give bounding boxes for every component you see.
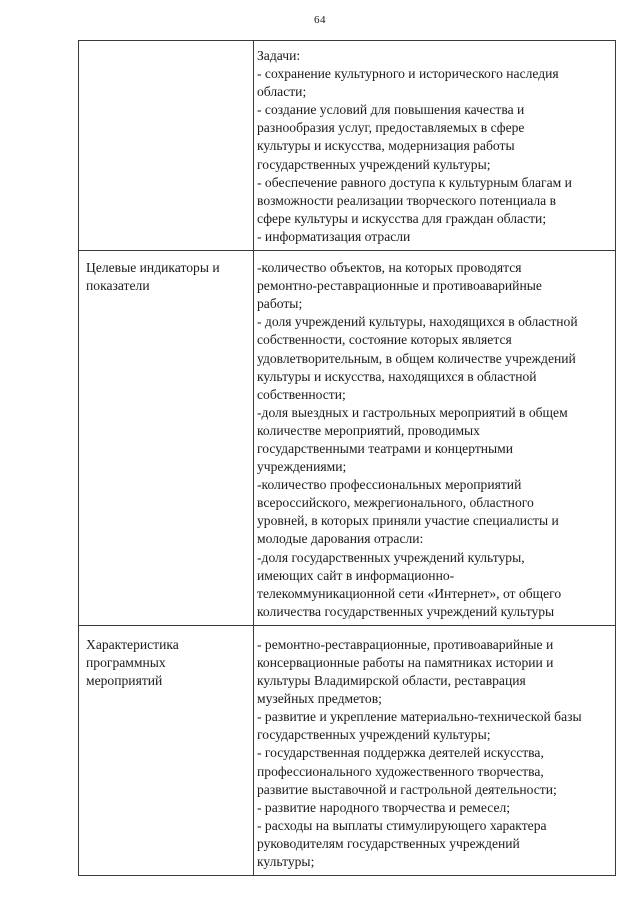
- text-line: молодые дарования отрасли:: [257, 531, 424, 547]
- text-line: развитие выставочной и гастрольной деятельности;: [257, 781, 557, 797]
- text-line: профессионального художественного творчества,: [257, 763, 544, 779]
- text-line: культуры Владимирской области, реставрация: [257, 673, 526, 689]
- text-line: - обеспечение равного доступа к культурным благам и: [257, 174, 572, 190]
- label-line: показатели: [86, 278, 150, 294]
- text-line: ремонтно-реставрационные и противоаварийные: [257, 278, 542, 294]
- text-line: -количество объектов, на которых проводятся: [257, 260, 522, 276]
- text-line: музейных предметов;: [257, 691, 382, 707]
- content-cell-events: [254, 625, 616, 875]
- text-line: - доля учреждений культуры, находящихся в областной: [257, 314, 578, 330]
- text-line: учреждениями;: [257, 459, 347, 475]
- text-line: работы;: [257, 296, 303, 312]
- text-line: - развитие и укрепление материально-технической базы: [257, 709, 582, 725]
- content-cell-indicators: [254, 251, 616, 626]
- text-line: -доля государственных учреждений культуры,: [257, 549, 525, 565]
- table-row-indicators: [79, 251, 616, 626]
- text-line: - создание условий для повышения качества и: [257, 102, 525, 118]
- program-passport-table: [78, 40, 616, 876]
- label-line: программных: [86, 655, 166, 670]
- text-line: руководителям государственных учреждений: [257, 835, 520, 851]
- text-line: собственности, состояние которых является: [257, 332, 512, 348]
- text-line: - ремонтно-реставрационные, противоаварийные и: [257, 636, 554, 652]
- text-line: государственных учреждений культуры;: [257, 156, 491, 172]
- text-line: - развитие народного творчества и ремесел;: [257, 799, 511, 815]
- label-cell-indicators: [79, 251, 254, 626]
- label-cell-tasks: [79, 41, 254, 251]
- label-line: мероприятий: [86, 673, 163, 689]
- text-line: количества государственных учреждений культуры: [257, 603, 555, 619]
- text-line: государственных учреждений культуры;: [257, 727, 491, 743]
- text-line: культуры;: [257, 854, 315, 870]
- text-line: -количество профессиональных мероприятий: [257, 477, 522, 493]
- text-line: удовлетворительным, в общем количестве учреждений: [257, 350, 576, 366]
- text-line: сфере культуры и искусства для граждан области;: [257, 210, 547, 226]
- text-line: - государственная поддержка деятелей искусства,: [257, 745, 544, 761]
- text-line: -доля выездных и гастрольных мероприятий в общем: [257, 404, 568, 420]
- text-line: имеющих сайт в информационно-: [257, 567, 455, 583]
- text-line: - сохранение культурного и исторического наследия: [257, 66, 559, 82]
- text-line: области;: [257, 84, 307, 100]
- label-line: Целевые индикаторы и: [86, 260, 220, 276]
- text-line: государственными театрами и концертными: [257, 440, 514, 456]
- text-line: Задачи:: [257, 48, 301, 63]
- page-number: 64: [314, 14, 326, 26]
- text-line: всероссийского, межрегионального, областного: [257, 495, 534, 511]
- text-line: собственности;: [257, 386, 346, 402]
- text-line: возможности реализации творческого потенциала в: [257, 192, 557, 208]
- text-line: культуры и искусства, находящихся в областной: [257, 368, 537, 384]
- text-line: количестве мероприятий, проводимых: [257, 422, 480, 438]
- text-line: консервационные работы на памятниках истории и: [257, 655, 554, 670]
- text-line: уровней, в которых приняли участие специалисты и: [257, 513, 559, 529]
- content-cell-tasks: [254, 41, 616, 251]
- text-line: разнообразия услуг, предоставляемых в сфере: [257, 120, 525, 136]
- text-line: телекоммуникационной сети «Интернет», от общего: [257, 585, 562, 601]
- text-line: - расходы на выплаты стимулирующего характера: [257, 817, 547, 833]
- text-line: - информатизация отрасли: [257, 228, 411, 244]
- label-cell-events: [79, 625, 254, 875]
- table-row-events: [79, 625, 616, 875]
- label-line: Характеристика: [86, 636, 179, 652]
- table-row-tasks: [79, 41, 616, 251]
- text-line: культуры и искусства, модернизация работы: [257, 138, 515, 154]
